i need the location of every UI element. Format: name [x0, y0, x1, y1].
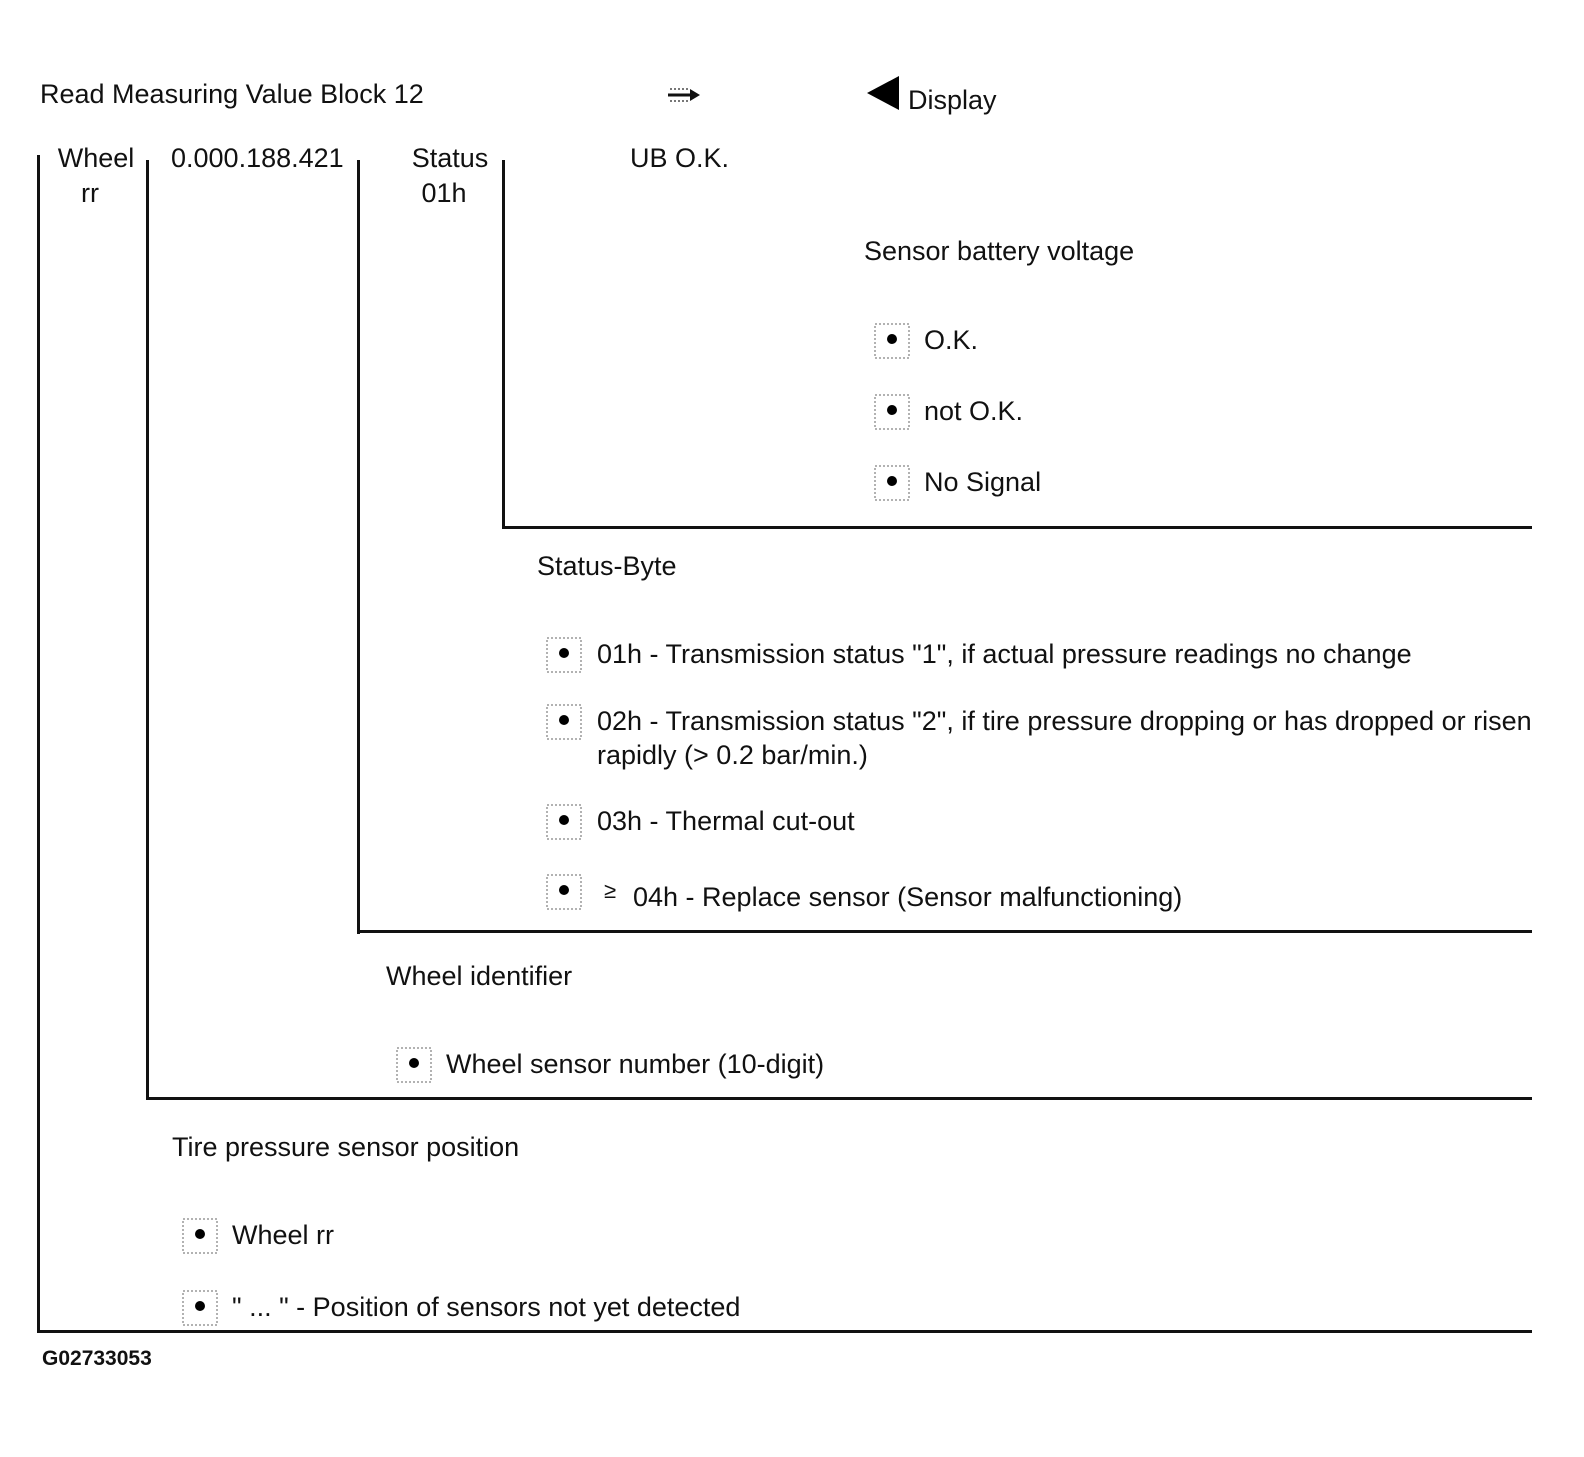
- bracket-battery-vertical: [502, 160, 505, 529]
- arrow-right-icon: [664, 84, 704, 106]
- triangle-left-icon: [865, 74, 903, 112]
- wheel-identifier-item: Wheel sensor number (10-digit): [446, 1049, 825, 1079]
- bullet-icon: [182, 1290, 218, 1326]
- bracket-status-vertical: [357, 160, 360, 934]
- status-item-04h: 04h - Replace sensor (Sensor malfunctioning): [633, 882, 1183, 912]
- sensor-position-item-not-detected: " ... " - Position of sensors not yet detected: [232, 1292, 741, 1322]
- bullet-icon: [396, 1047, 432, 1083]
- status-byte-heading: Status-Byte: [537, 551, 677, 581]
- bracket-identifier-horizontal: [146, 1097, 1532, 1100]
- bullet-icon: [874, 394, 910, 430]
- bullet-icon: [546, 704, 582, 740]
- bracket-status-horizontal: [357, 930, 1532, 933]
- sensor-position-item-wheel-rr: Wheel rr: [232, 1220, 335, 1250]
- bullet-icon: [182, 1218, 218, 1254]
- bracket-identifier-vertical: [146, 160, 149, 1100]
- status-label: Status: [411, 143, 489, 173]
- battery-status-value: UB O.K.: [630, 143, 730, 173]
- status-item-02h: 02h - Transmission status "2", if tire pressure dropping or has dropped or risen rapidly (> 0.2 bar/min.): [597, 706, 1532, 770]
- status-item-01h: 01h - Transmission status "1", if actual pressure readings no change: [597, 639, 1412, 669]
- battery-item-no-signal: No Signal: [924, 467, 1042, 497]
- bracket-position-vertical: [37, 155, 40, 1333]
- battery-heading: Sensor battery voltage: [864, 236, 1135, 266]
- battery-item-ok: O.K.: [924, 325, 979, 355]
- figure-id: G02733053: [42, 1347, 152, 1370]
- sensor-number-value: 0.000.188.421: [171, 143, 344, 173]
- bracket-battery-horizontal: [502, 526, 1532, 529]
- bullet-icon: [546, 874, 582, 910]
- wheel-value: rr: [81, 178, 99, 208]
- bracket-position-horizontal: [37, 1330, 1532, 1333]
- sensor-position-heading: Tire pressure sensor position: [172, 1132, 520, 1162]
- battery-item-not-ok: not O.K.: [924, 396, 1024, 426]
- display-label: Display: [908, 85, 997, 115]
- bullet-icon: [546, 637, 582, 673]
- status-value: 01h: [421, 178, 467, 208]
- bullet-icon: [874, 323, 910, 359]
- wheel-label: Wheel: [57, 143, 135, 173]
- wheel-identifier-heading: Wheel identifier: [386, 961, 573, 991]
- bullet-icon: [546, 804, 582, 840]
- status-item-03h: 03h - Thermal cut-out: [597, 806, 855, 836]
- greater-equal-symbol: ≥: [604, 878, 617, 903]
- diagram-title: Read Measuring Value Block 12: [40, 79, 424, 109]
- bullet-icon: [874, 465, 910, 501]
